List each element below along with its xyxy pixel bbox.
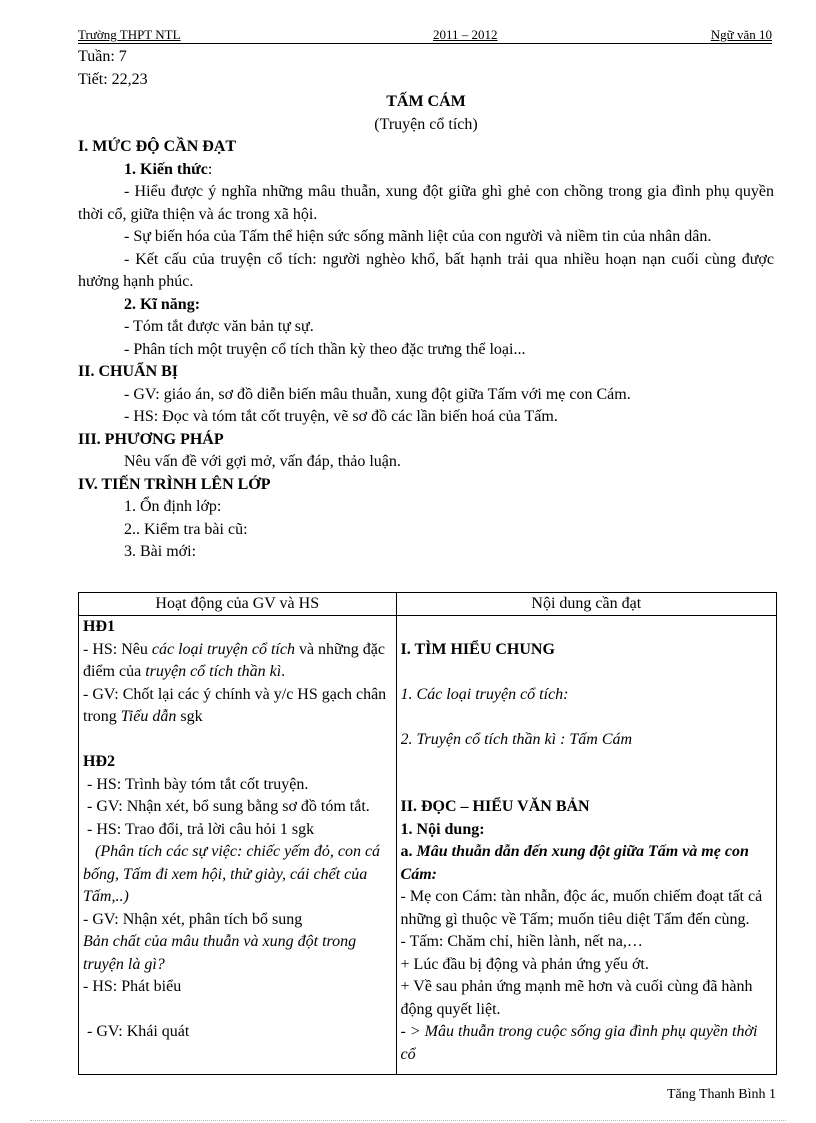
- column-header-activities: Hoạt động của GV và HS: [79, 593, 397, 616]
- activity-text: - HS: Trình bày tóm tắt cốt truyện.: [83, 775, 309, 793]
- activity-text: - HS: Trao đổi, trả lời câu hỏi 1 sgk: [83, 820, 315, 838]
- section-2-heading: II. CHUẨN BỊ: [78, 363, 179, 380]
- activity-text: - GV: Khái quát: [83, 1023, 190, 1040]
- content-heading: II. ĐỌC – HIỂU VĂN BẢN: [400, 798, 590, 815]
- knowledge-label: 1. Kiến thức:: [124, 160, 213, 178]
- activity-text: (Phân tích các sự việc: chiếc yếm đỏ, con cá bống, Tấm đi xem hội, thử giày, cái chết của Tấm,..): [83, 843, 385, 905]
- content-item: - Mẹ con Cám: tàn nhẫn, độc ác, muốn chiếm đoạt tất cả những gì thuộc về Tấm; muốn tiêu diệt Tấm đến cùng.: [400, 888, 763, 928]
- knowledge-item: - Hiểu được ý nghĩa những mâu thuẫn, xung đột giữa ghì ghẻ con chồng trong gia đình phụ quyền thời cổ, giữa thiện và ác trong xã hội.: [78, 183, 774, 223]
- content-item: - > Mâu thuẫn trong cuộc sống gia đình phụ quyền thời cổ: [400, 1023, 758, 1063]
- content-item: - Tấm: Chăm chỉ, hiền lành, nết na,…: [400, 933, 643, 950]
- activity-text: - GV: Nhận xét, phân tích bổ sung: [83, 910, 303, 928]
- content-cell: [396, 616, 776, 1075]
- page-bottom-divider: [30, 1120, 786, 1121]
- subject-name: Ngữ văn 10: [710, 27, 772, 42]
- skills-item: - Tóm tắt được văn bản tự sự.: [124, 318, 314, 335]
- content-item: 1. Các loại truyện cổ tích:: [400, 685, 569, 703]
- page-footer: Tăng Thanh Bình 1: [666, 1087, 776, 1102]
- process-item: 2.. Kiểm tra bài cũ:: [124, 520, 248, 538]
- content-item: + Lúc đầu bị động và phản ứng yếu ớt.: [400, 955, 649, 973]
- activity-text: - HS: Phát biểu: [83, 978, 182, 995]
- knowledge-item: - Kết cấu của truyện cổ tích: người nghèo khổ, bất hạnh trải qua nhiều hoạn nạn cuối cùng được hưởng hạnh phúc.: [78, 250, 774, 290]
- content-item: 2. Truyện cổ tích thần kì : Tấm Cám: [400, 730, 633, 748]
- document-body: [78, 46, 774, 564]
- skills-item: - Phân tích một truyện cổ tích thần kỳ theo đặc trưng thể loại...: [124, 340, 526, 358]
- skills-label: 2. Kĩ năng:: [124, 295, 201, 313]
- section-4-heading: IV. TIẾN TRÌNH LÊN LỚP: [78, 475, 271, 493]
- school-name: Trường THPT NTL: [78, 27, 181, 42]
- section-1-heading: I. MỨC ĐỘ CẦN ĐẠT: [78, 138, 237, 155]
- prep-item: - GV: giáo án, sơ đồ diễn biến mâu thuẫn, xung đột giữa Tấm với mẹ con Cám.: [124, 385, 631, 403]
- activity-text: - GV: Chốt lại các ý chính và y/c HS gạch chân trong Tiểu dẫn sgk: [83, 685, 387, 725]
- page-header: [78, 27, 772, 44]
- activity-2-label: HĐ2: [83, 753, 115, 770]
- method-text: Nêu vấn đề với gợi mở, vấn đáp, thảo luận.: [124, 453, 401, 470]
- week-label: Tuần: 7: [78, 48, 127, 65]
- content-heading: I. TÌM HIỂU CHUNG: [400, 640, 555, 658]
- lesson-subtitle: (Truyện cổ tích): [374, 115, 478, 133]
- school-year: 2011 – 2012: [433, 27, 498, 42]
- lesson-title: TẤM CÁM: [386, 93, 466, 110]
- prep-item: - HS: Đọc và tóm tắt cốt truyện, vẽ sơ đồ các lần biến hoá của Tấm.: [124, 408, 558, 425]
- activity-1-label: HĐ1: [83, 618, 115, 635]
- period-label: Tiết: 22,23: [78, 70, 148, 88]
- section-3-heading: III. PHƯƠNG PHÁP: [78, 430, 224, 448]
- activity-text: - GV: Nhận xét, bổ sung bằng sơ đồ tóm tắt.: [83, 798, 370, 815]
- process-item: 3. Bài mới:: [124, 543, 197, 560]
- lesson-table: [78, 592, 777, 1075]
- activities-cell: [79, 616, 397, 1075]
- activity-question: Bản chất của mâu thuẫn và xung đột trong truyện là gì?: [83, 933, 357, 973]
- knowledge-item: - Sự biến hóa của Tấm thể hiện sức sống mãnh liệt của con người và niềm tin của nhân dân.: [124, 228, 712, 245]
- process-item: 1. Ổn định lớp:: [124, 498, 222, 515]
- column-header-content: Nội dung cần đạt: [396, 593, 776, 616]
- activity-text: - HS: Nêu các loại truyện cổ tích và những đặc điểm của truyện cổ tích thần kì.: [83, 640, 385, 680]
- content-item: + Về sau phản ứng mạnh mẽ hơn và cuối cùng đã hành động quyết liệt.: [400, 978, 753, 1018]
- content-subheading: a. Mâu thuẫn dẫn đến xung đột giữa Tấm và mẹ con Cám:: [400, 843, 749, 883]
- content-subheading: 1. Nội dung:: [400, 820, 485, 838]
